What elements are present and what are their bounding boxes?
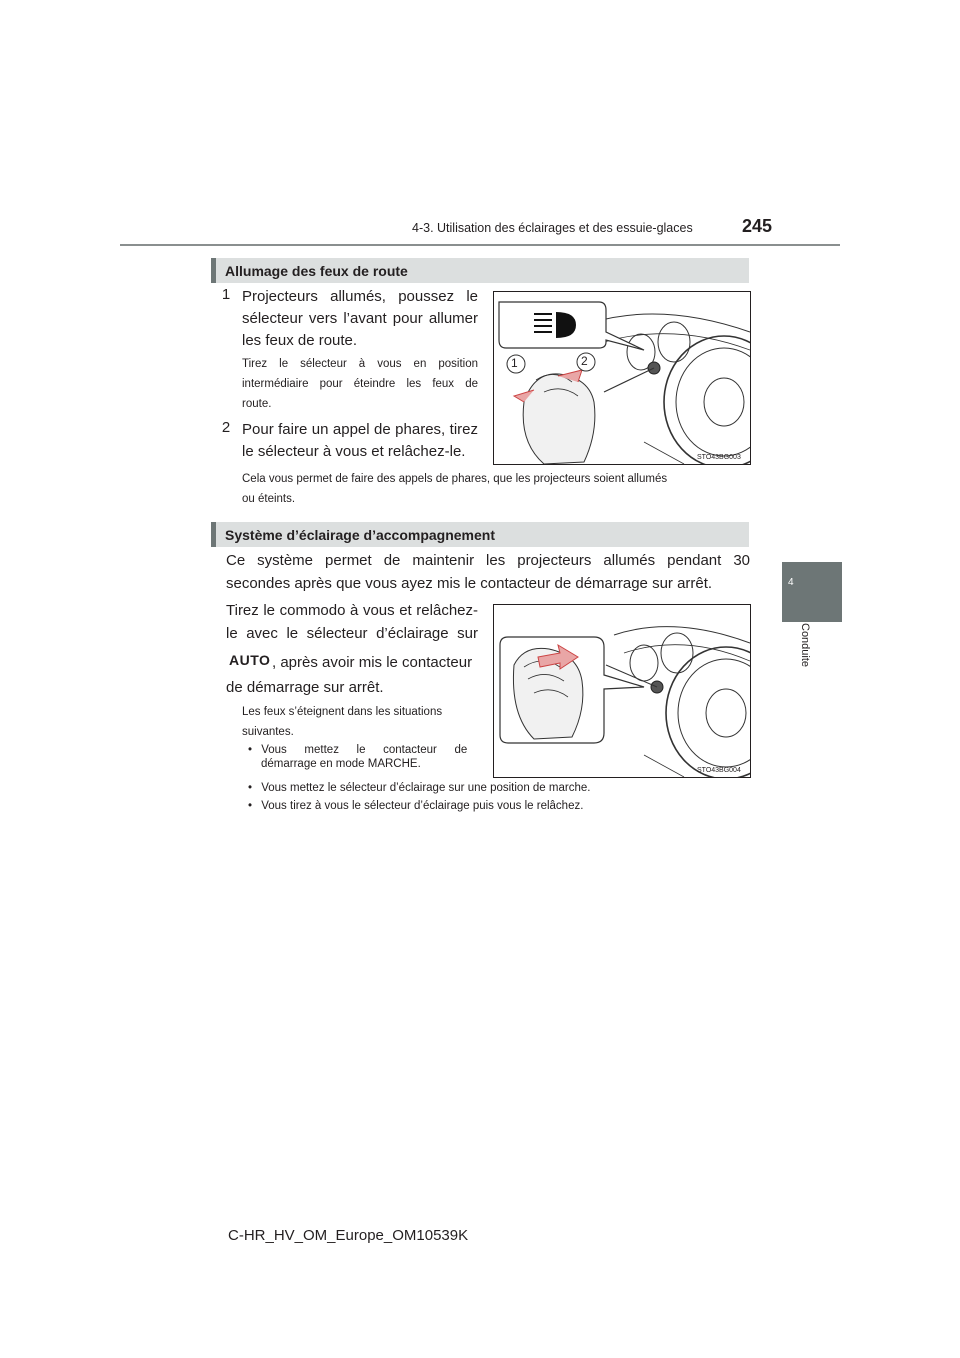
note-line: Les feux s’éteignent dans les situations [242,706,443,718]
section-title: 4-3. Utilisation des éclairages et des essuie-glaces [412,221,693,235]
bullet-text: Vous mettez le sélecteur d’éclairage sur une position de marche. [261,782,591,794]
instruction-line: Tirez le commodo à vous et relâchez- [226,602,478,619]
section-heading-follow-me [211,522,749,547]
document-id: C-HR_HV_OM_Europe_OM10539K [228,1227,469,1244]
bullet-item [248,781,748,795]
step-badge-2: 2 [221,419,231,436]
note-line: intermédiaire pour éteindre les feux de [242,378,478,390]
callout-2: 2 [581,354,588,368]
bullet-mark: • [248,782,253,794]
note-line: Cela vous permet de faire des appels de phares, que les projecteurs soient allumés [242,473,668,485]
item1-text [242,286,478,352]
chapter-number: 4 [788,577,794,588]
heading-accent-bar [211,258,216,283]
item2-text [242,419,478,463]
section2-paragraph [226,549,750,595]
section-heading-text: Système d’éclairage d’accompagnement [225,527,495,543]
steering-lever-illustration [494,292,750,464]
header-divider [120,244,840,246]
bullet-mark: • [248,744,253,756]
section2-note [242,702,478,742]
instruction-line: le avec le sélecteur d’éclairage sur [226,625,478,642]
figure-code: STO43BG004 [697,767,741,774]
para-line: secondes après que vous ayez mis le contacteur de démarrage sur arrêt. [226,575,713,592]
auto-symbol: AUTO [229,652,271,668]
item2-line: le sélecteur à vous et relâchez-le. [242,443,466,460]
note-line: route. [242,398,272,410]
section-heading-text: Allumage des feux de route [225,263,408,279]
note-line: suivantes. [242,726,294,738]
page-number: 245 [742,216,773,236]
heading-accent-bar [211,522,216,547]
instruction-line: , après avoir mis le contacteur [272,654,473,671]
item1-line: les feux de route. [242,332,358,349]
instruction-line: de démarrage sur arrêt. [226,679,384,696]
item2-note [242,469,750,509]
chapter-tab[interactable] [782,562,842,622]
figure-follow-me [493,604,751,778]
lever-pull-illustration [494,605,750,777]
note-line: Tirez le sélecteur à vous en position [242,358,478,370]
figure-code: STO43BG003 [697,454,741,461]
bullet-item [248,743,478,771]
item1-line: sélecteur vers l’avant pour allumer [242,310,478,327]
bullet-text: Vous mettez le contacteur de [261,744,468,756]
item1-note [242,354,478,414]
figure-high-beam [493,291,751,465]
note-line: ou éteints. [242,493,296,505]
bullet-text: Vous tirez à vous le sélecteur d’éclairage puis vous le relâchez. [261,800,584,812]
section-heading-high-beam [211,258,749,283]
para-line: Ce système permet de maintenir les projecteurs allumés pendant 30 [226,552,750,569]
step-badge-1: 1 [221,286,231,303]
bullet-item [248,799,748,813]
bullet-text: démarrage en mode MARCHE. [261,758,421,770]
item1-line: Projecteurs allumés, poussez le [242,288,478,305]
callout-1: 1 [511,356,518,370]
bullet-mark: • [248,800,253,812]
chapter-label: Conduite [799,623,811,668]
section2-instruction [226,599,478,645]
item2-line: Pour faire un appel de phares, tirez [242,421,478,438]
